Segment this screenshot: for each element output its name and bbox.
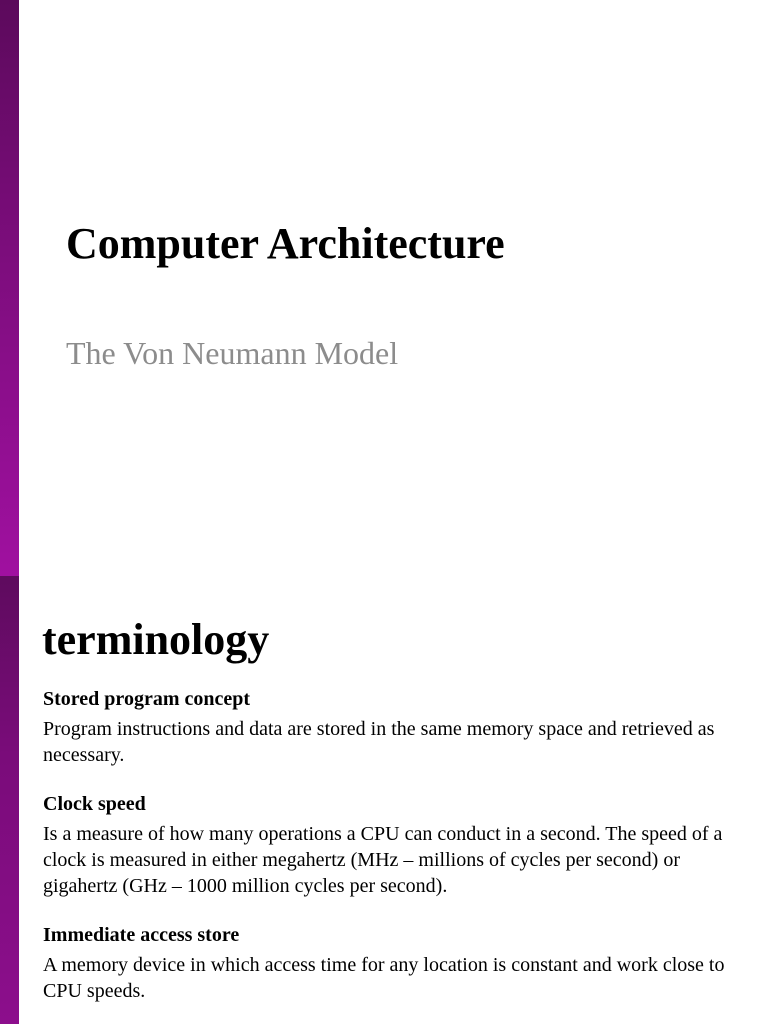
slide-heading: terminology bbox=[42, 615, 270, 664]
terminology-slide bbox=[0, 576, 768, 1024]
term-definition: Program instructions and data are stored in the same memory space and retrieved as necessary. bbox=[43, 718, 715, 766]
term-definition: A memory device in which access time for any location is constant and work close to CPU speeds. bbox=[43, 954, 725, 1002]
term-name: Immediate access store bbox=[43, 924, 240, 946]
term-entry bbox=[43, 921, 748, 1004]
terminology-list bbox=[43, 685, 748, 1024]
term-definition: Is a measure of how many operations a CPU can conduct in a second. The speed of a clock is measured in either megahertz (MHz – millions of cycles per second) or gigahertz (GHz – 1000 million cycles per second). bbox=[43, 823, 723, 897]
term-name: Clock speed bbox=[43, 793, 146, 815]
term-entry bbox=[43, 685, 748, 768]
presentation-subtitle: The Von Neumann Model bbox=[66, 335, 399, 371]
term-name: Stored program concept bbox=[43, 688, 251, 710]
term-entry bbox=[43, 790, 748, 899]
slide-accent-bar bbox=[0, 0, 19, 576]
slide-accent-bar bbox=[0, 576, 19, 1024]
presentation-title: Computer Architecture bbox=[66, 219, 505, 268]
